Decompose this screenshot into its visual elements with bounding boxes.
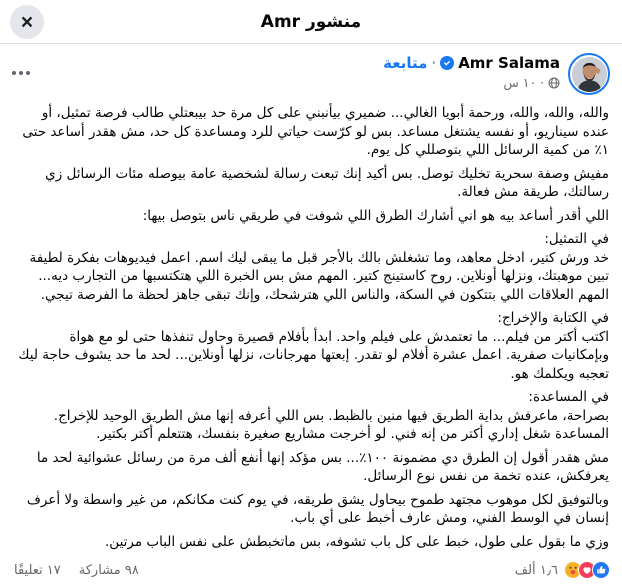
post-paragraph: مفيش وصفة سحرية تخليك توصل. بس أكيد إنك تبعت رسالة لشخصية عامة بيوصله مئات الرسائل زي رسالتك، طريقة مش فعالة. — [45, 165, 609, 200]
avatar[interactable] — [568, 53, 610, 95]
post-paragraph: والله، والله، والله، ورحمة أبويا الغالي... ضميري بيأنبني على كل مرة حد بيبعتلي طالب فرصة تمثيل، أو عنده سيناريو، أو نفسه يشتغل مساعد. بس لو كرّست حياتي للرد ومساعدة كل حد، مش هقدر أساعد حتى ١٪ من كمية الرسائل اللي بتوصللي كل يوم. — [22, 105, 609, 158]
engagement-footer — [0, 556, 622, 588]
verified-badge-icon — [440, 56, 454, 70]
author-row — [383, 54, 560, 72]
counts-group — [14, 563, 139, 578]
author-block — [383, 53, 560, 90]
post-paragraph: وزي ما بقول على طول، خبط على كل باب تشوفه، بس ماتخبطش على نفس الباب مرتين. — [105, 533, 609, 550]
modal-header — [0, 0, 622, 44]
post-paragraph: مش هقدر أقول إن الطرق دي مضمونة ١٠٠٪... بس مؤكد إنها أنفع ألف مرة من رسائل عشوائية لحد ما يعرفكش، عنده تخمة من نفس نوع الرسائل. — [36, 449, 609, 484]
author-name[interactable]: Amr Salama — [458, 54, 560, 72]
dot-separator: · — [540, 75, 544, 90]
post-paragraph: وبالتوفيق لكل موهوب مجتهد طموح بيحاول يشق طريقه، في يوم كنت مكانكم، من غير واسطة ولا أعرف إنسان في الوسط الفني، ومش عارف أخبط على أي باب. — [26, 491, 609, 526]
like-reaction-icon — [592, 561, 610, 579]
post-timestamp[interactable]: ١٠ س — [503, 75, 537, 90]
follow-link[interactable]: متابعة — [383, 54, 428, 72]
post-paragraph: في المساعدة: بصراحة، ماعرفش بداية الطريق فيها منين بالظبط. بس اللي أعرفه إنها مش الطريق الوحيد للإخراج. المساعدة شغل إداري أكتر من إنه فني. لو أخرجت مشاريع صغيرة بنفسك، هتتعلم أكتر بكتير. — [53, 389, 609, 442]
reaction-icons[interactable] — [564, 561, 610, 579]
post-meta-row — [383, 75, 560, 90]
post-paragraph: اللي أقدر أساعد بيه هو اني أشارك الطرق اللي شوفت في طريقي ناس بتوصل بيها: — [142, 207, 609, 224]
reactions-group — [515, 561, 610, 579]
reactions-count[interactable]: ١٫٦ ألف — [514, 562, 558, 578]
post-header — [0, 44, 622, 97]
post-body — [0, 97, 622, 556]
comments-count[interactable]: ١٧ تعليقًا — [14, 562, 61, 578]
globe-privacy-icon — [548, 77, 560, 89]
post-paragraph: في الكتابة والإخراج: اكتب أكتر من فيلم... ما تعتمدش على فيلم واحد. ابدأ بأفلام قصيرة وحاول تنفذها حتى لو مع هواة وبإمكانيات صفرية. اعمل عشرة أفلام لو تقدر. إبعتها مهرجانات، نزلها أونلاين... لحد ما حد يشوف حاجة ليك تعجبه ويكلمك هو. — [18, 310, 609, 382]
dot-separator: · — [431, 54, 437, 72]
post-paragraph: في التمثيل: خد ورش كتير، ادخل معاهد، وما تشغلش بالك بالأجر قبل ما يبقى ليك اسم. اعمل فيديوهات بفكرة لطيفة تبين موهبتك، ونزلها أونلاين. روح كاستينج كتير. المهم مش بس الخبرة اللي هتكتسبها من التجارب ديه... المهم العلاقات اللي بتتكون في السكة، والناس اللي هترشحك، وإنك تبقى جاهز لحظة ما الفرصة تيجي. — [29, 231, 609, 303]
shares-count[interactable]: ٩٨ مشاركة — [78, 562, 139, 578]
modal-title: منشور Amr — [260, 11, 362, 32]
more-options-icon[interactable] — [12, 59, 40, 87]
close-icon[interactable]: × — [10, 5, 44, 39]
